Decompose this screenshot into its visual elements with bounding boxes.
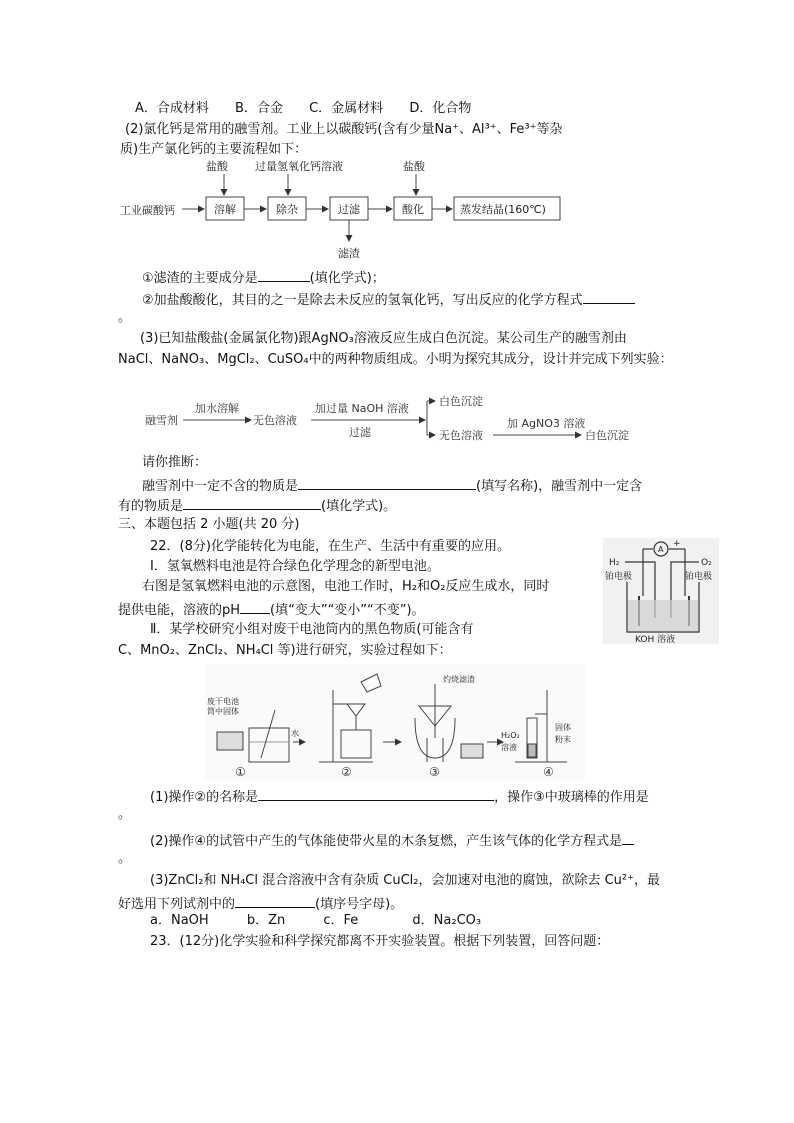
q22-s1-blank-operation[interactable] xyxy=(258,786,494,801)
flow2-step-dissolve: 加水溶解 xyxy=(195,402,239,415)
q2-line2: 质)生产氯化钙的主要流程如下： xyxy=(120,142,308,157)
calcium-chloride-flowchart xyxy=(118,157,588,262)
q22-s2-blank[interactable] xyxy=(622,830,634,845)
q1-options xyxy=(135,100,471,118)
q22-p5: C、MnO₂、ZnCl₂、NH₄Cl 等)进行研究，实验过程如下： xyxy=(118,643,452,658)
apparatus-label-solidb: 粉末 xyxy=(555,735,571,744)
cell-h2-label: H₂ xyxy=(609,558,620,568)
q1-option-a: A．合成材料 xyxy=(135,101,209,116)
q22-option-d: d．Na₂CO₃ xyxy=(412,913,482,928)
fuel-cell-diagram xyxy=(603,538,719,644)
q22-p2: 右图是氢氧燃料电池的示意图，电池工作时，H₂和O₂反应生成水，同时 xyxy=(142,579,550,594)
q2-sub2-blank[interactable] xyxy=(583,289,635,304)
q2-line1: (2)氯化钙是常用的融雪剂。工业上以碳酸钙(含有少量Na⁺、Al³⁺、Fe³⁺等杂 xyxy=(125,122,563,137)
q22-s1-end: 。 xyxy=(118,807,132,822)
q23-title: 23．(12分)化学实验和科学探究都离不开实验装置。根据下列装置，回答问题： xyxy=(150,934,610,949)
q1-option-d: D．化合物 xyxy=(409,101,472,116)
flow2-start: 融雪剂 xyxy=(145,414,178,427)
snowmelt-experiment-flowchart xyxy=(143,393,653,443)
flow2-mid: 无色溶液 xyxy=(253,414,297,427)
flow2-step-agno3: 加 AgNO3 溶液 xyxy=(507,417,586,430)
svg-text:A: A xyxy=(658,545,664,554)
q22-p3: 提供电能，溶液的pH (填“变大”“变小”“不变”)。 xyxy=(118,599,425,620)
svg-text:+: + xyxy=(673,539,681,549)
q22-ph-blank[interactable] xyxy=(240,599,270,614)
cell-o2-label: O₂ xyxy=(701,558,712,568)
q22-option-b: b．Zn xyxy=(246,913,286,928)
q22-s3-line2: 好选用下列试剂中的 (填序号字母)。 xyxy=(118,893,403,914)
apparatus-label-h2o2b: 溶液 xyxy=(501,743,517,752)
apparatus-label-battery-b: 筒中固体 xyxy=(207,707,239,716)
apparatus-step-3: ③ xyxy=(429,765,440,779)
apparatus-label-battery: 废干电池 xyxy=(207,697,239,706)
q1-option-c: C．金属材料 xyxy=(309,101,384,116)
flow-input-caoh2: 过量氢氧化钙溶液 xyxy=(255,160,343,173)
q2-sub1-blank[interactable] xyxy=(258,267,310,282)
q2-sub1: ①滤渣的主要成分是 (填化学式)； xyxy=(142,267,385,288)
apparatus-step-2: ② xyxy=(341,765,352,779)
flow2-branch-bottom: 无色溶液 xyxy=(439,429,483,442)
flow-step-acidify: 酸化 xyxy=(402,203,424,216)
cell-left-electrode-label: 铂电极 xyxy=(605,572,633,582)
q3-line2: NaCl、NaNO₃、MgCl₂、CuSO₄中的两种物质组成。小明为探究其成分，设计并完成下列实验： xyxy=(118,352,673,367)
q3-line4: 有的物质是 (填化学式)。 xyxy=(118,495,396,516)
flow-step-filter: 过滤 xyxy=(338,203,360,216)
q2-sub2-end: 。 xyxy=(118,310,132,325)
flow-input-hcl-1: 盐酸 xyxy=(206,160,228,173)
flow2-step-naoh: 加过量 NaOH 溶液 xyxy=(315,402,409,415)
q22-s3-blank[interactable] xyxy=(235,893,315,908)
cell-right-electrode-label: 铂电极 xyxy=(685,572,713,582)
section3-heading: 三、本题包括 2 小题(共 20 分) xyxy=(118,517,300,532)
q22-options xyxy=(150,912,481,930)
q3-blank-not-contained[interactable] xyxy=(298,475,476,490)
apparatus-label-h2o2: H₂O₂ xyxy=(501,731,520,740)
q3-line3: 融雪剂中一定不含的物质是 (填写名称)，融雪剂中一定含 xyxy=(142,475,642,496)
q3-infer: 请你推断： xyxy=(142,455,208,470)
flow-step-dissolve: 溶解 xyxy=(214,203,236,216)
q2-sub2: ②加盐酸酸化，其目的之一是除去未反应的氢氧化钙，写出反应的化学方程式 xyxy=(142,289,635,310)
q3-line1: (3)已知盐酸盐(金属氯化物)跟AgNO₃溶液反应生成白色沉淀。某公司生产的融雪剂由 xyxy=(140,331,627,346)
apparatus-label-water: 水 xyxy=(291,729,299,738)
apparatus-step-4: ④ xyxy=(543,765,554,779)
q22-s2: (2)操作④的试管中产生的气体能使带火星的木条复燃，产生该气体的化学方程式是 xyxy=(150,830,634,851)
cell-solution-label: KOH 溶液 xyxy=(635,635,676,644)
q22-p1: Ⅰ．氢氧燃料电池是符合绿色化学理念的新型电池。 xyxy=(150,559,440,574)
q22-s2-end: 。 xyxy=(118,851,132,866)
q22-p4: Ⅱ．某学校研究小组对废干电池筒内的黑色物质(可能含有 xyxy=(150,622,474,637)
q3-blank-contained[interactable] xyxy=(183,495,321,510)
apparatus-label-solid: 固体 xyxy=(555,723,571,732)
q22-option-c: c．Fe xyxy=(323,913,359,928)
flow-output-residue: 滤渣 xyxy=(338,247,360,260)
q22-s1: (1)操作②的名称是 ，操作③中玻璃棒的作用是 xyxy=(150,786,649,807)
flow-start: 工业碳酸钙 xyxy=(120,204,175,217)
q22-title: 22．(8分)化学能转化为电能，在生产、生活中有重要的应用。 xyxy=(150,539,510,554)
flow2-branch-top: 白色沉淀 xyxy=(439,395,483,408)
flow-step-evaporate: 蒸发结晶(160℃) xyxy=(460,203,546,216)
flow-step-remove-impurity: 除杂 xyxy=(276,203,298,216)
apparatus-label-residue: 灼烧滤渣 xyxy=(443,675,475,684)
q22-s3-line1: (3)ZnCl₂和 NH₄Cl 混合溶液中含有杂质 CuCl₂，会加速对电池的腐蚀，欲除去 Cu²⁺，最 xyxy=(150,873,660,888)
flow-input-hcl-2: 盐酸 xyxy=(403,160,425,173)
apparatus-step-1: ① xyxy=(235,765,246,779)
q1-option-b: B．合金 xyxy=(235,101,283,116)
battery-experiment-apparatus xyxy=(205,664,585,780)
flow2-end: 白色沉淀 xyxy=(585,429,629,442)
flow2-step-filter: 过滤 xyxy=(349,426,371,439)
q22-option-a: a．NaOH xyxy=(150,913,209,928)
